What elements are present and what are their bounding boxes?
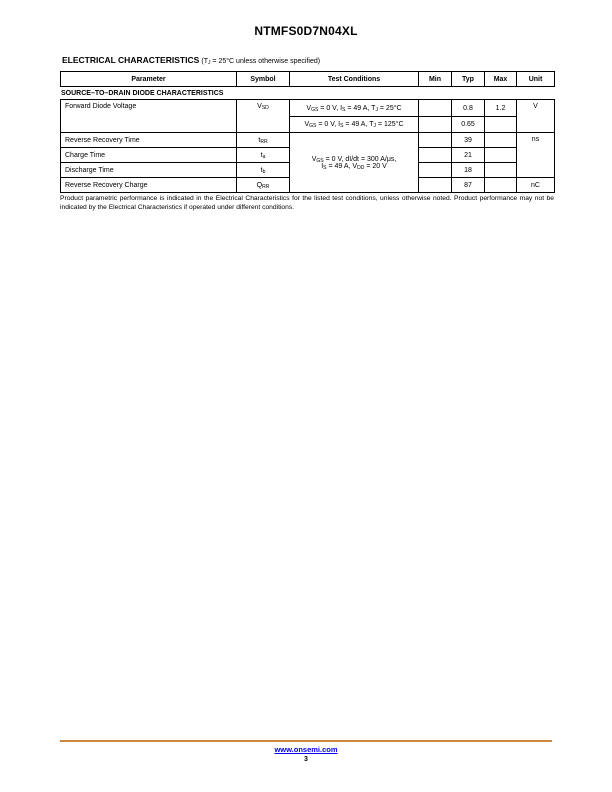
max-cell	[485, 163, 517, 178]
table-row	[61, 133, 555, 148]
col-header-parameter: Parameter	[61, 72, 237, 87]
typ-cell: 18	[452, 163, 485, 178]
table-row	[61, 100, 555, 117]
typ-cell: 0.65	[452, 117, 485, 133]
unit-cell: V	[517, 100, 555, 133]
footer-rule	[60, 740, 552, 742]
typ-cell: 39	[452, 133, 485, 148]
table-section-title: SOURCE–TO–DRAIN DIODE CHARACTERISTICS	[61, 90, 224, 97]
typ-cell: 21	[452, 148, 485, 163]
parameter-cell: Forward Diode Voltage	[61, 100, 237, 133]
typ-cell: 87	[452, 178, 485, 193]
min-cell	[419, 133, 452, 148]
symbol-cell: $t_b$	[237, 163, 290, 178]
parameter-cell: Charge Time	[61, 148, 237, 163]
symbol-cell: $t_a$	[237, 148, 290, 163]
col-header-typ: Typ	[452, 72, 485, 87]
min-cell	[419, 163, 452, 178]
conditions-cell: $V_{GS} = 0$ V, $I_S = 49$ A, $T_J = 25^\circ C$	[290, 100, 419, 117]
onsemi-link[interactable]: www.onsemi.com	[274, 745, 338, 754]
table-block	[60, 71, 554, 212]
parameter-cell: Reverse Recovery Charge	[61, 178, 237, 193]
min-cell	[419, 117, 452, 133]
electrical-characteristics-heading	[62, 55, 612, 65]
max-cell	[485, 178, 517, 193]
unit-cell: ns	[517, 133, 555, 178]
symbol-cell: $t_{RR}$	[237, 133, 290, 148]
max-cell	[485, 148, 517, 163]
col-header-unit: Unit	[517, 72, 555, 87]
col-header-min: Min	[419, 72, 452, 87]
min-cell	[419, 148, 452, 163]
part-number-title: NTMFS0D7N04XL	[254, 24, 358, 38]
heading-conditions-note: ($T_J = 25^\circ C$ unless otherwise specified)	[201, 58, 321, 67]
typ-cell: 0.8	[452, 100, 485, 117]
max-cell: 1.2	[485, 100, 517, 117]
min-cell	[419, 100, 452, 117]
symbol-cell: $V_{SD}$	[237, 100, 290, 133]
page-number: 3	[304, 756, 308, 763]
parametric-performance-footnote: Product parametric performance is indicated in the Electrical Characteristics for the listed test conditions, unless otherwise noted. Product performance may not be indicated by the Electrical Characteristics if operated under different conditions.	[60, 195, 554, 211]
max-cell	[485, 117, 517, 133]
heading-label: ELECTRICAL CHARACTERISTICS	[62, 55, 200, 65]
conditions-cell: $V_{GS} = 0$ V, $I_S = 49$ A, $T_J = 125^\circ C$	[290, 117, 419, 133]
max-cell	[485, 133, 517, 148]
conditions-cell: $V_{GS} = 0$ V, dI/dt = 300 A/μs, $I_S = 49$ A, $V_{DD} = 20$ V	[290, 133, 419, 193]
col-header-max: Max	[485, 72, 517, 87]
parameter-cell: Discharge Time	[61, 163, 237, 178]
min-cell	[419, 178, 452, 193]
symbol-cell: $Q_{RR}$	[237, 178, 290, 193]
unit-cell: nC	[517, 178, 555, 193]
col-header-test-conditions: Test Conditions	[290, 72, 419, 87]
col-header-symbol: Symbol	[237, 72, 290, 87]
parameter-cell: Reverse Recovery Time	[61, 133, 237, 148]
characteristics-table-header	[60, 71, 555, 87]
characteristics-table	[60, 99, 555, 193]
